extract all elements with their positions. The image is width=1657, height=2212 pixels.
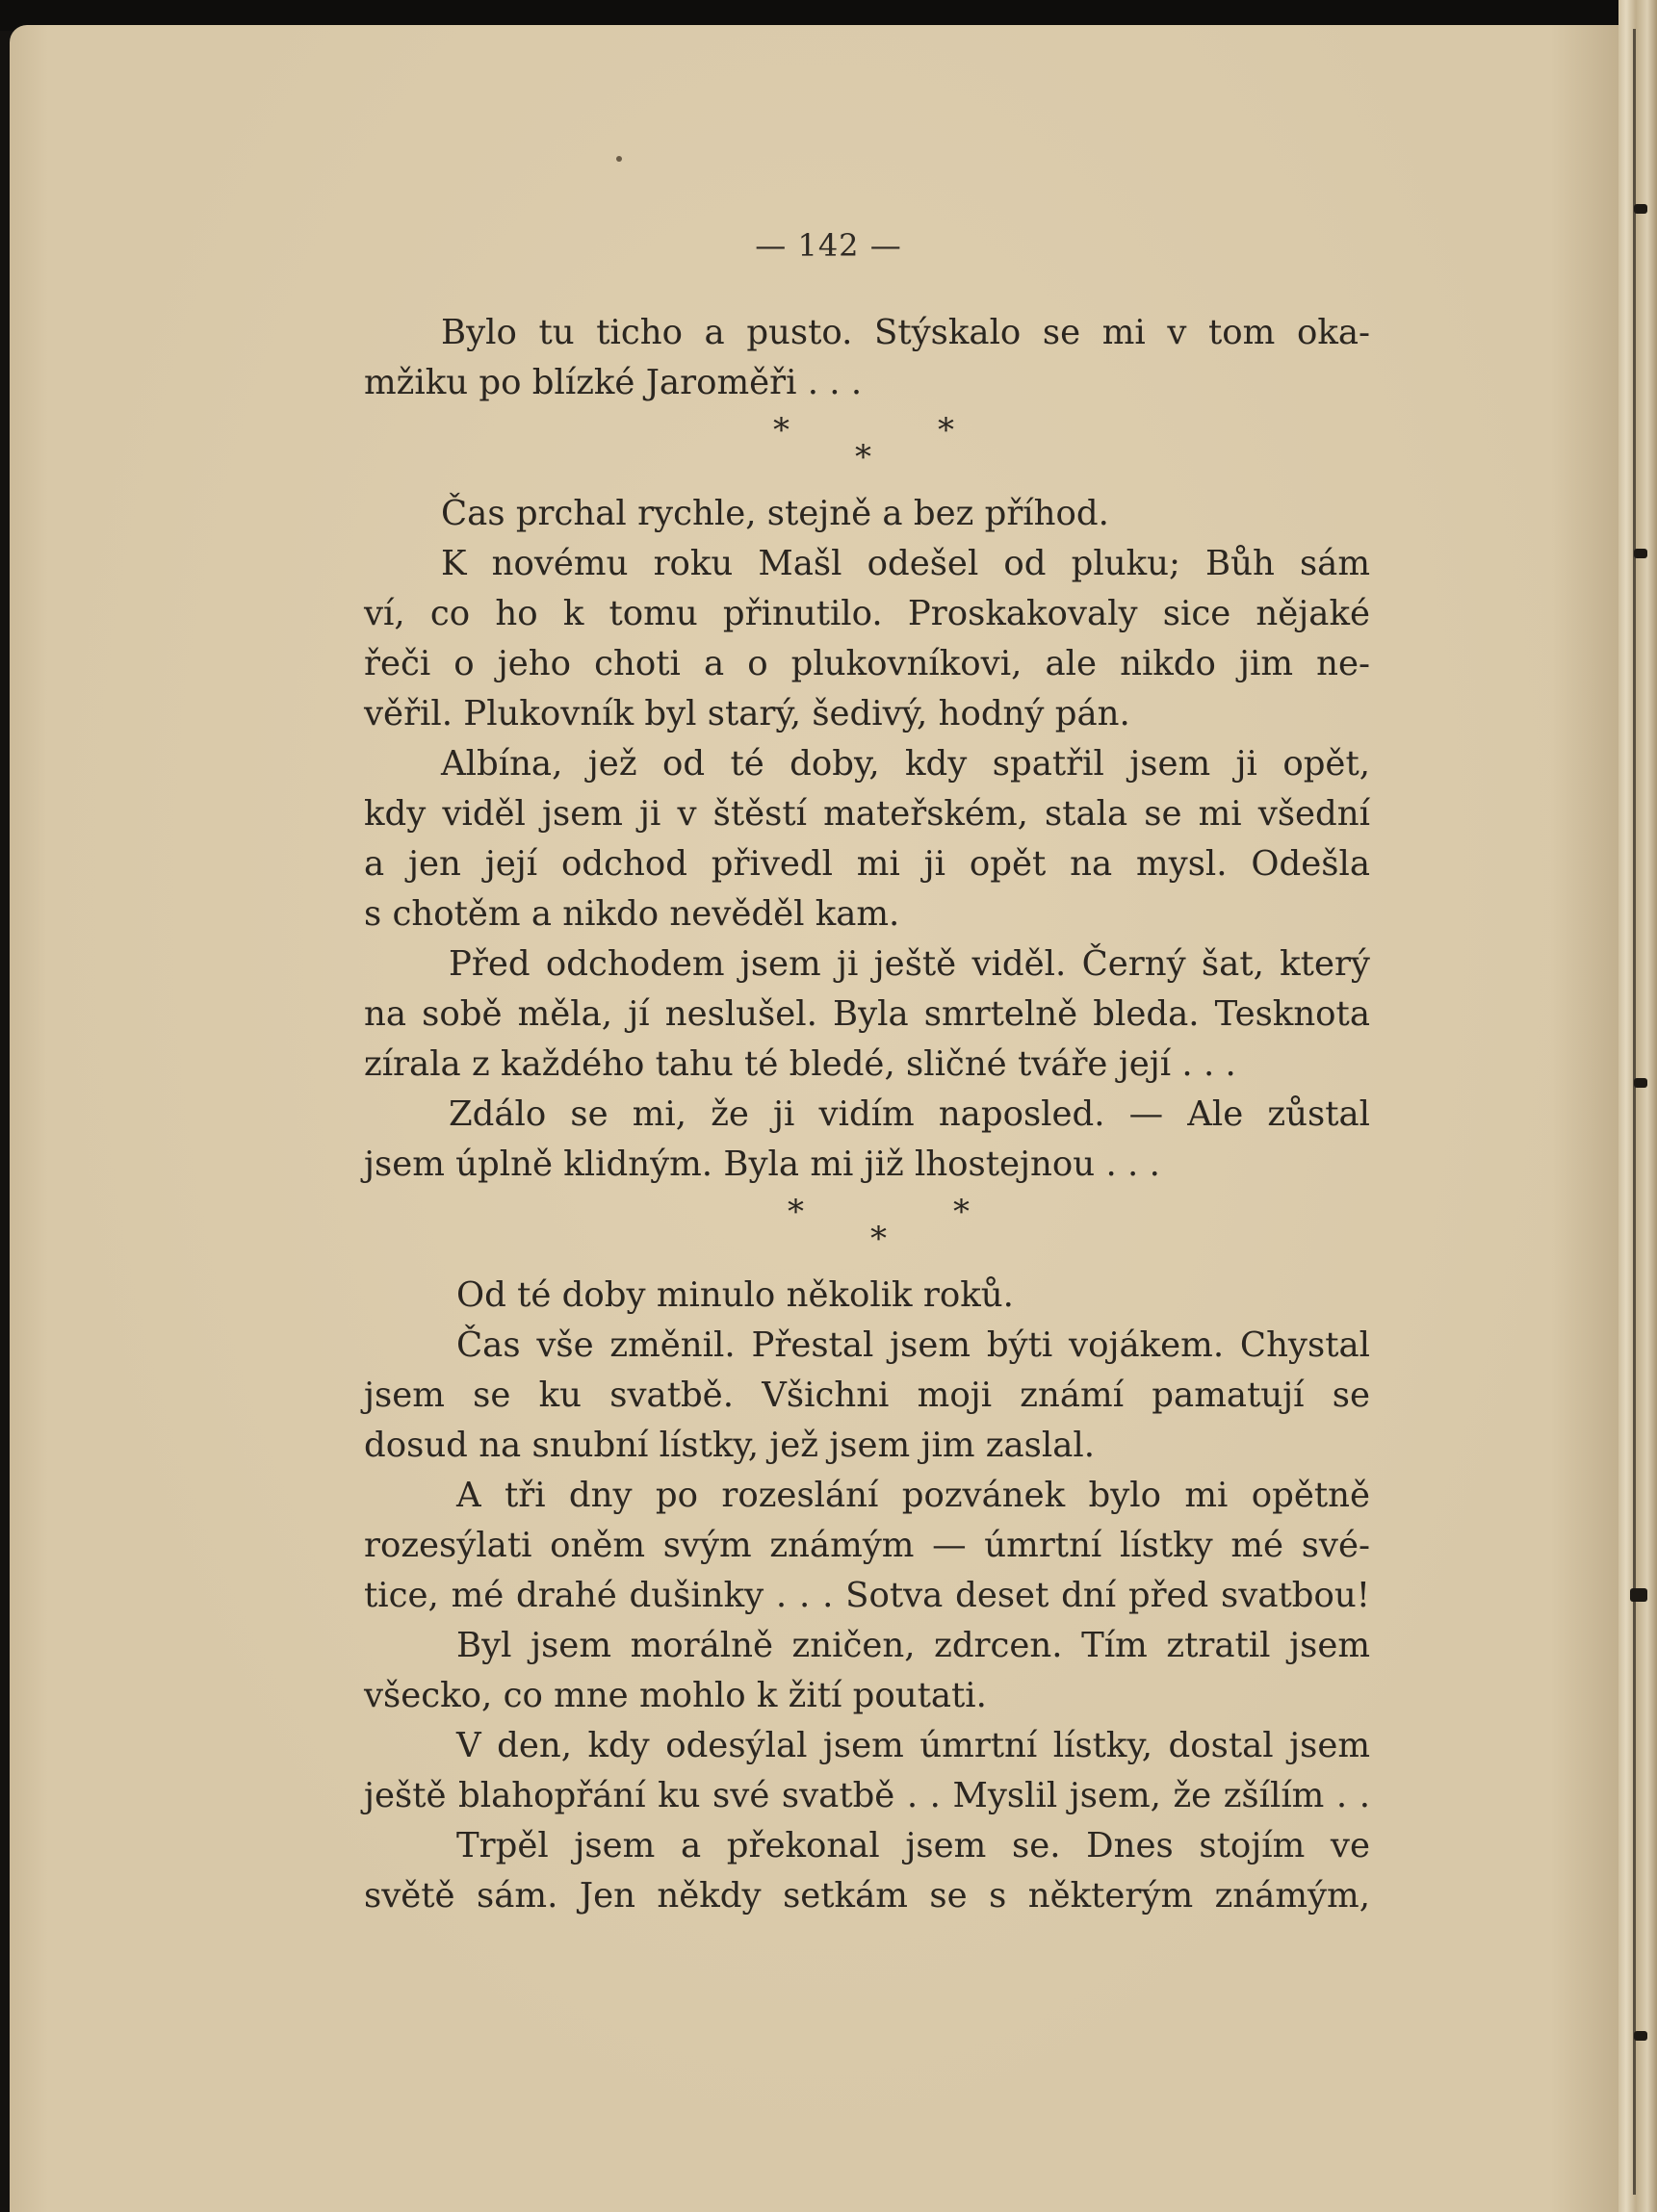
text-line: dosud na snubní lístky, jež jsem jim zaslal.: [364, 1426, 1096, 1465]
binding-mark: [1634, 1078, 1647, 1088]
text-line: kdy viděl jsem ji v štěstí mateřském, stala se mi všední: [364, 794, 1370, 834]
page-number: — 142 —: [755, 227, 902, 264]
text-line: mžiku po blízké Jaroměři . . .: [364, 363, 863, 402]
paper-speck: [616, 156, 622, 162]
text-line: řeči o jeho choti a o plukovníkovi, ale nikdo jim ne-: [364, 644, 1370, 683]
text-line: Albína, jež od té doby, kdy spatřil jsem ji opět,: [441, 744, 1370, 784]
section-separator: [364, 1190, 1370, 1271]
text-line: jsem se ku svatbě. Všichni moji známí pamatují se: [364, 1376, 1370, 1415]
text-line: jsem úplně klidným. Byla mi již lhostejnou . . .: [364, 1145, 1160, 1184]
section-separator: [364, 408, 1370, 489]
separator-star: *: [788, 1193, 804, 1231]
text-line: Bylo tu ticho a pusto. Stýskalo se mi v tom oka-: [441, 313, 1370, 352]
text-line: Čas prchal rychle, stejně a bez příhod.: [441, 494, 1109, 533]
binding-mark: [1634, 2031, 1647, 2041]
separator-star: *: [870, 1220, 887, 1258]
text-line: K novému roku Mašl odešel od pluku; Bůh sám: [441, 544, 1370, 583]
text-line: Byl jsem morálně zničen, zdrcen. Tím ztratil jsem: [456, 1626, 1370, 1665]
separator-star: *: [953, 1193, 970, 1231]
separator-star: *: [938, 411, 954, 450]
binding-mark: [1634, 549, 1647, 558]
separator-star: *: [855, 438, 871, 476]
text-line: na sobě měla, jí neslušel. Byla smrtelně bleda. Tesknota: [364, 994, 1370, 1034]
text-line: Trpěl jsem a překonal jsem se. Dnes stojím ve: [456, 1826, 1370, 1865]
text-line: A tři dny po rozeslání pozvánek bylo mi opětně: [456, 1476, 1370, 1515]
text-line: všecko, co mne mohlo k žití poutati.: [364, 1676, 987, 1715]
text-line: světě sám. Jen někdy setkám se s některým známým,: [364, 1876, 1370, 1916]
text-line: tice, mé drahé dušinky . . . Sotva deset dní před svatbou!: [364, 1576, 1370, 1615]
text-line: věřil. Plukovník byl starý, šedivý, hodný pán.: [364, 694, 1130, 733]
text-line: V den, kdy odesýlal jsem úmrtní lístky, dostal jsem: [456, 1726, 1370, 1765]
text-line: Od té doby minulo několik roků.: [456, 1275, 1014, 1315]
text-line: ještě blahopřání ku své svatbě . . Myslil jsem, že zšílím . .: [364, 1776, 1370, 1815]
text-line: rozesýlati oněm svým známým — úmrtní lístky mé své-: [364, 1526, 1370, 1565]
text-line: ví, co ho k tomu přinutilo. Proskakovaly sice nějaké: [364, 594, 1370, 633]
text-line: Před odchodem jsem ji ještě viděl. Černý šat, který: [449, 944, 1370, 984]
page-binding-edge: [1618, 0, 1657, 2212]
text-line: a jen její odchod přivedl mi ji opět na mysl. Odešla: [364, 844, 1370, 884]
text-line: Zdálo se mi, že ji vidím naposled. — Ale zůstal: [449, 1094, 1370, 1134]
text-line: zírala z každého tahu té bledé, sličné tváře její . . .: [364, 1044, 1236, 1084]
text-line: Čas vše změnil. Přestal jsem býti vojákem. Chystal: [456, 1325, 1370, 1365]
binding-mark: [1630, 1588, 1647, 1602]
binding-line: [1633, 29, 1636, 2195]
separator-star: *: [773, 411, 790, 450]
binding-mark: [1634, 204, 1647, 214]
text-line: s chotěm a nikdo nevěděl kam.: [364, 894, 900, 934]
body-text: [364, 308, 1370, 1921]
